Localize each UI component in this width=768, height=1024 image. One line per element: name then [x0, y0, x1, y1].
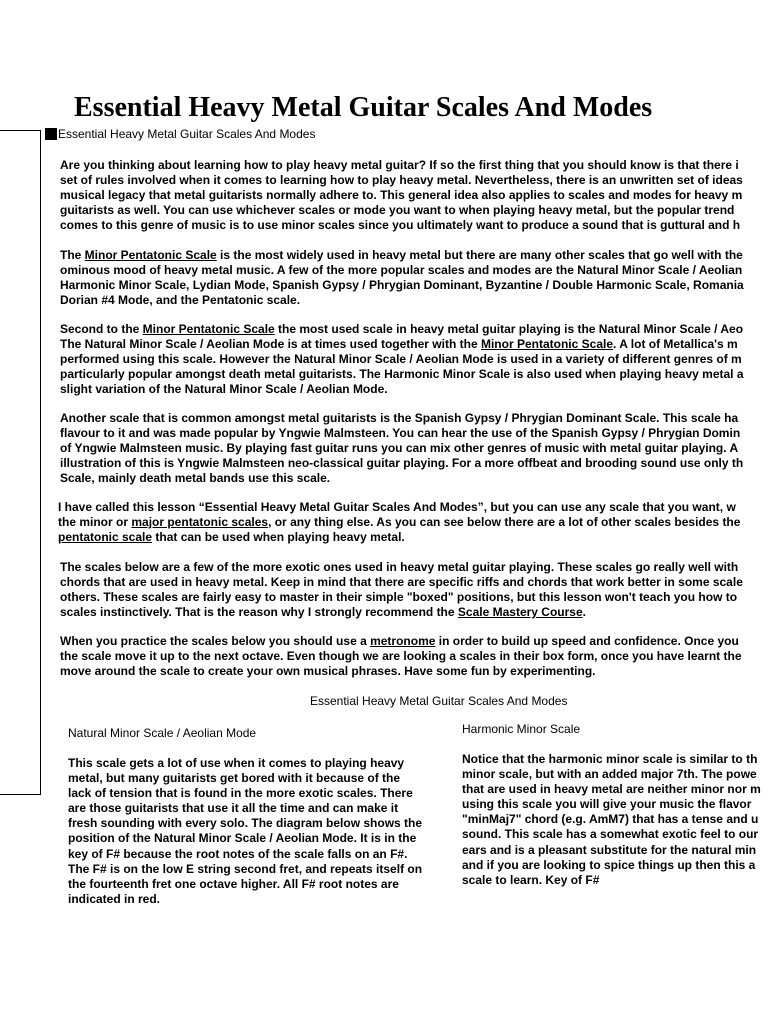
harmonic-minor-heading: Harmonic Minor Scale — [462, 722, 581, 736]
text-segment: The — [60, 248, 85, 262]
text-line: musical legacy that metal guitarists normally adhere to. This general idea also applies to scales and modes for heavy m — [60, 188, 743, 202]
paragraph-lesson-note — [58, 500, 740, 545]
text-segment: Second to the — [60, 322, 143, 336]
paragraph-intro — [60, 158, 743, 233]
metronome-link[interactable]: metronome — [370, 634, 436, 648]
paragraph-minor-pentatonic — [60, 248, 744, 308]
text-line: lack of tension that is found in the more exotic scales. There — [68, 786, 413, 801]
paragraph-exotic-scales — [60, 560, 743, 620]
text-line: minor scale, but with an added major 7th. The powe — [462, 767, 757, 782]
section-heading: Essential Heavy Metal Guitar Scales And Modes — [310, 694, 568, 708]
text-line — [60, 248, 744, 263]
text-line: the fourteenth fret one octave higher. All F# root notes are — [68, 876, 399, 891]
text-line: metal, but many guitarists get bored with it because of the — [68, 771, 401, 786]
paragraph-spanish-gypsy — [60, 411, 743, 486]
text-line: particularly popular amongst death metal guitarists. The Harmonic Minor Scale is also used when playing heavy metal a — [60, 367, 744, 381]
text-line — [58, 530, 740, 545]
text-line: move around the scale to create your own musical phrases. Have some fun by experimenting. — [60, 664, 596, 678]
text-segment: the most used scale in heavy metal guitar playing is the Natural Minor Scale / Aeo — [274, 322, 744, 336]
text-line: set of rules involved when it comes to learning how to play heavy metal. Nevertheless, there is an unwritten set of ideas — [60, 173, 743, 187]
text-line: and if you are looking to spice things up then this a — [462, 857, 756, 872]
text-line: ears and is a pleasant substitute for the natural min — [462, 842, 757, 857]
text-line: position of the Natural Minor Scale / Aeolian Mode. It is in the — [68, 831, 417, 846]
pentatonic-scale-link[interactable]: pentatonic scale — [58, 530, 153, 544]
paragraph-natural-minor — [60, 322, 744, 397]
text-line: others. These scales are fairly easy to master in their simple "boxed" positions, but this lesson won't teach you how to — [60, 590, 738, 604]
text-line — [60, 605, 743, 620]
document-subtitle: Essential Heavy Metal Guitar Scales And Modes — [58, 127, 316, 141]
text-line — [60, 634, 742, 649]
text-segment: . A lot of Metallica's m — [613, 337, 738, 351]
minor-pentatonic-link[interactable]: Minor Pentatonic Scale — [84, 248, 217, 262]
text-line — [58, 515, 740, 530]
text-line: scale to learn. Key of F# — [462, 872, 600, 887]
text-segment: , or any thing else. As you can see below there are a lot of other scales besides the — [268, 515, 741, 529]
minor-pentatonic-link[interactable]: Minor Pentatonic Scale — [480, 337, 613, 351]
text-line: using this scale you will give your music the flavor — [462, 797, 752, 812]
text-line: that are used in heavy metal are neither minor nor m — [462, 782, 761, 797]
major-pentatonic-link[interactable]: major pentatonic scales — [131, 515, 269, 529]
text-line: fresh sounding with every solo. The diagram below shows the — [68, 816, 423, 831]
text-line: I have called this lesson “Essential Heavy Metal Guitar Scales And Modes”, but you can use any scale that you want, w — [58, 500, 736, 514]
text-line: illustration of this is Yngwie Malmsteen neo-classical guitar playing. For a more offbeat and brooding sound use only th — [60, 456, 744, 470]
text-line — [60, 322, 744, 337]
text-segment: When you practice the scales below you should use a — [60, 634, 371, 648]
text-line: the scale move it up to the next octave. Even though we are looking a scales in their box form, once you have learnt the — [60, 649, 742, 663]
text-segment: The Natural Minor Scale / Aeolian Mode is at times used together with the — [60, 337, 481, 351]
text-line: flavour to it and was made popular by Yngwie Malmsteen. You can hear the use of the Spanish Gypsy / Phrygian Domin — [60, 426, 741, 440]
text-line: sound. This scale has a somewhat exotic feel to our — [462, 827, 759, 842]
square-bullet-icon — [45, 128, 57, 140]
text-segment: scales instinctively. That is the reason why I strongly recommend the — [60, 605, 458, 619]
text-line: Notice that the harmonic minor scale is similar to th — [462, 752, 758, 766]
text-segment: the minor or — [58, 515, 132, 529]
natural-minor-heading: Natural Minor Scale / Aeolian Mode — [68, 726, 257, 740]
text-line: Scale, mainly death metal bands use this scale. — [60, 471, 331, 485]
text-line: This scale gets a lot of use when it comes to playing heavy — [68, 756, 405, 770]
text-line: "minMaj7" chord (e.g. AmM7) that has a tense and u — [462, 812, 759, 827]
paragraph-metronome — [60, 634, 742, 679]
text-line — [60, 337, 744, 352]
text-segment: that can be used when playing heavy metal. — [152, 530, 405, 544]
text-line: key of F# because the root notes of the scale falls on an F#. — [68, 846, 408, 861]
natural-minor-description — [68, 756, 422, 907]
scale-mastery-course-link[interactable]: Scale Mastery Course — [457, 605, 583, 619]
text-line: comes to this genre of music is to use minor scales since you ultimately want to produce a sound that is guttural and h — [60, 218, 741, 232]
text-line: Harmonic Minor Scale, Lydian Mode, Spanish Gypsy / Phrygian Dominant, Byzantine / Double Harmonic Scale, Romania — [60, 278, 744, 292]
text-line: The F# is on the low E string second fret, and repeats itself on — [68, 861, 423, 876]
text-line: Another scale that is common amongst metal guitarists is the Spanish Gypsy / Phrygian Dominant Scale. This scale ha — [60, 411, 739, 425]
text-segment: . — [582, 605, 586, 619]
text-line: of Yngwie Malmsteen music. By playing fast guitar runs you can mix other genres of music with metal guitar playing. A — [60, 441, 739, 455]
page-title: Essential Heavy Metal Guitar Scales And Modes — [74, 92, 653, 123]
text-line: Dorian #4 Mode, and the Pentatonic scale. — [60, 293, 301, 307]
text-line: chords that are used in heavy metal. Keep in mind that there are specific riffs and chords that work better in some scale — [60, 575, 743, 589]
text-line: slight variation of the Natural Minor Scale / Aeolian Mode. — [60, 382, 388, 396]
text-line: The scales below are a few of the more exotic ones used in heavy metal guitar playing. These scales go really well with — [60, 560, 739, 574]
text-segment: in order to build up speed and confidence. Once you — [435, 634, 739, 648]
text-segment: is the most widely used in heavy metal but there are many other scales that go well with the — [216, 248, 743, 262]
text-line: performed using this scale. However the Natural Minor Scale / Aeolian Mode is used in a variety of different genres of m — [60, 352, 742, 366]
margin-bracket — [0, 130, 41, 795]
text-line: indicated in red. — [68, 891, 161, 906]
text-line: ominous mood of heavy metal music. A few of the more popular scales and modes are the Natural Minor Scale / Aeolian — [60, 263, 743, 277]
text-line: are those guitarists that use it all the time and can make it — [68, 801, 399, 816]
minor-pentatonic-link[interactable]: Minor Pentatonic Scale — [142, 322, 275, 336]
text-line: Are you thinking about learning how to play heavy metal guitar? If so the first thing that you should know is that there i — [60, 158, 739, 172]
text-line: guitarists as well. You can use whichever scales or mode you want to when playing heavy metal, but the popular trend — [60, 203, 735, 217]
harmonic-minor-description — [462, 752, 761, 888]
